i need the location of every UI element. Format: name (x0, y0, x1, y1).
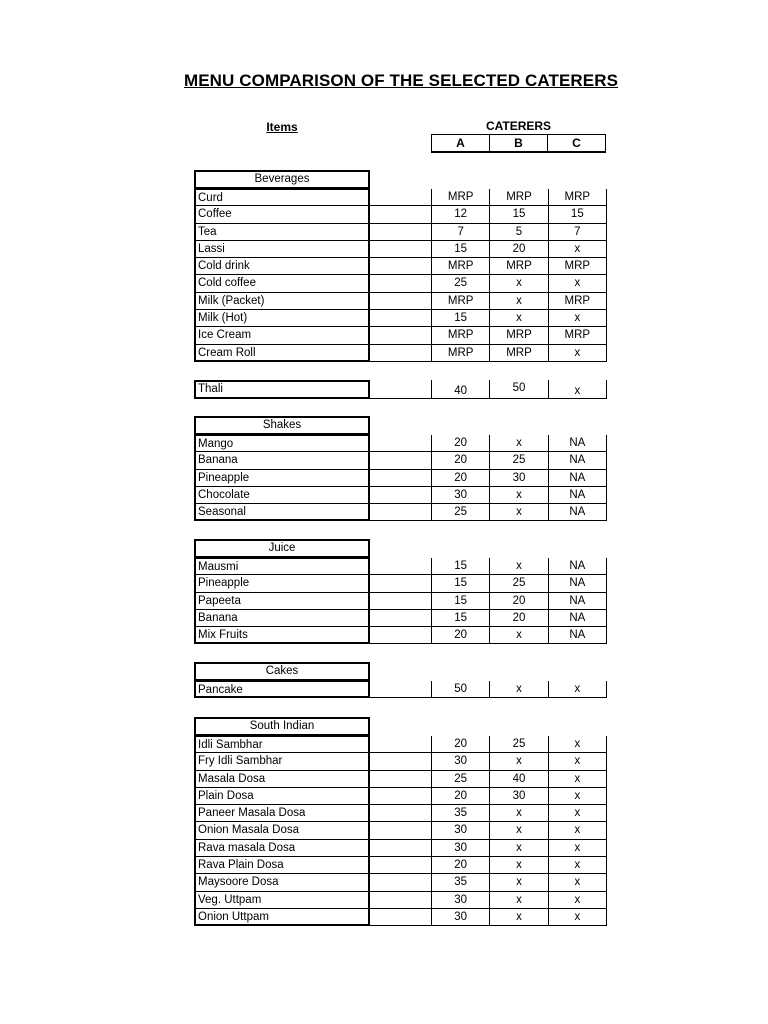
item-name: Chocolate (194, 487, 370, 504)
table-row (194, 558, 607, 575)
price-c: NA (548, 558, 606, 574)
table-row (194, 224, 607, 241)
price-cells (431, 435, 607, 452)
row-spacer (370, 840, 431, 857)
item-name: Curd (194, 189, 370, 206)
table-row (194, 771, 607, 788)
price-cells (431, 593, 607, 610)
price-cells (431, 452, 607, 469)
price-b: x (489, 753, 547, 769)
table-row (194, 452, 607, 469)
price-cells (431, 380, 607, 399)
item-name: Paneer Masala Dosa (194, 805, 370, 822)
price-a: 20 (431, 470, 489, 486)
row-spacer (370, 771, 431, 788)
price-a: 15 (431, 575, 489, 591)
item-name: Seasonal (194, 504, 370, 521)
price-cells (431, 275, 607, 292)
table-row (194, 753, 607, 770)
table-row (194, 206, 607, 223)
item-name: Masala Dosa (194, 771, 370, 788)
row-spacer (370, 593, 431, 610)
price-a: 35 (431, 805, 489, 821)
price-a: 15 (431, 241, 489, 257)
item-name: Onion Masala Dosa (194, 822, 370, 839)
caterer-b-header: B (489, 135, 547, 151)
item-name: Milk (Hot) (194, 310, 370, 327)
price-b: 30 (489, 788, 547, 804)
price-b: x (489, 558, 547, 574)
item-name: Ice Cream (194, 327, 370, 344)
item-name: Cold coffee (194, 275, 370, 292)
price-cells (431, 293, 607, 310)
price-c: NA (548, 487, 606, 503)
price-a: 30 (431, 487, 489, 503)
price-c: MRP (548, 189, 606, 205)
price-a: 50 (431, 681, 489, 697)
price-cells (431, 241, 607, 258)
price-cells (431, 840, 607, 857)
row-spacer (370, 892, 431, 909)
row-spacer (370, 224, 431, 241)
row-spacer (370, 822, 431, 839)
price-b: x (489, 822, 547, 838)
price-b: 15 (489, 206, 547, 222)
table-row (194, 627, 607, 644)
price-a: MRP (431, 293, 489, 309)
price-cells (431, 327, 607, 344)
price-a: 12 (431, 206, 489, 222)
price-b: x (489, 681, 547, 697)
table-row (194, 293, 607, 310)
price-c: x (548, 840, 606, 856)
price-a: 35 (431, 874, 489, 890)
item-name: Banana (194, 452, 370, 469)
table-row (194, 435, 607, 452)
price-a: 15 (431, 593, 489, 609)
price-c: MRP (548, 258, 606, 274)
price-cells (431, 224, 607, 241)
price-c: x (548, 310, 606, 326)
row-spacer (370, 206, 431, 223)
price-c: x (548, 753, 606, 769)
table-row (194, 857, 607, 874)
row-spacer (370, 310, 431, 327)
price-cells (431, 822, 607, 839)
price-cells (431, 504, 607, 521)
item-name: Banana (194, 610, 370, 627)
item-name: Lassi (194, 241, 370, 258)
table-row (194, 681, 607, 698)
price-a: 30 (431, 753, 489, 769)
price-a: 7 (431, 224, 489, 240)
row-spacer (370, 736, 431, 753)
price-c: x (548, 909, 606, 925)
price-cells (431, 575, 607, 592)
caterer-c-header: C (547, 135, 605, 151)
table-row (194, 345, 607, 362)
price-b: 25 (489, 575, 547, 591)
price-b: x (489, 435, 547, 451)
item-name: Tea (194, 224, 370, 241)
price-c: x (548, 805, 606, 821)
price-c: x (548, 681, 606, 697)
table-row (194, 788, 607, 805)
price-c: NA (548, 504, 606, 520)
price-c: x (548, 771, 606, 787)
price-a: 25 (431, 275, 489, 291)
price-cells (431, 874, 607, 891)
price-c: MRP (548, 327, 606, 343)
price-a: 15 (431, 610, 489, 626)
price-b: x (489, 840, 547, 856)
price-c: NA (548, 435, 606, 451)
price-b: 25 (489, 452, 547, 468)
table-row (194, 909, 607, 926)
price-a: 20 (431, 435, 489, 451)
table-row (194, 840, 607, 857)
price-a: 15 (431, 310, 489, 326)
caterer-columns-header (431, 134, 606, 153)
item-name: Fry Idli Sambhar (194, 753, 370, 770)
price-c: x (548, 380, 606, 398)
price-b: x (489, 310, 547, 326)
item-name: Cream Roll (194, 345, 370, 362)
item-name: Maysoore Dosa (194, 874, 370, 891)
row-spacer (370, 380, 431, 399)
row-spacer (370, 857, 431, 874)
item-name: Rava Plain Dosa (194, 857, 370, 874)
row-spacer (370, 327, 431, 344)
price-b: 40 (489, 771, 547, 787)
row-spacer (370, 575, 431, 592)
price-b: 5 (489, 224, 547, 240)
price-a: MRP (431, 258, 489, 274)
section-shakes (194, 416, 607, 521)
table-row (194, 504, 607, 521)
row-spacer (370, 275, 431, 292)
price-a: MRP (431, 189, 489, 205)
item-name: Pancake (194, 681, 370, 698)
row-spacer (370, 805, 431, 822)
price-c: x (548, 241, 606, 257)
price-a: MRP (431, 327, 489, 343)
table-row (194, 470, 607, 487)
section-cakes (194, 662, 607, 698)
price-a: 30 (431, 840, 489, 856)
price-a: 25 (431, 771, 489, 787)
row-spacer (370, 909, 431, 926)
price-b: 25 (489, 736, 547, 752)
table-row (194, 327, 607, 344)
row-spacer (370, 558, 431, 575)
items-header: Items (266, 120, 298, 134)
section-south-indian (194, 717, 607, 926)
price-a: 15 (431, 558, 489, 574)
price-c: x (548, 874, 606, 890)
row-spacer (370, 487, 431, 504)
page-title: MENU COMPARISON OF THE SELECTED CATERERS (183, 71, 619, 90)
table-row (194, 380, 607, 399)
row-spacer (370, 504, 431, 521)
row-spacer (370, 610, 431, 627)
price-b: x (489, 504, 547, 520)
row-spacer (370, 753, 431, 770)
price-c: MRP (548, 293, 606, 309)
price-a: 30 (431, 892, 489, 908)
table-row (194, 822, 607, 839)
price-cells (431, 909, 607, 926)
item-name: Coffee (194, 206, 370, 223)
price-c: x (548, 857, 606, 873)
price-cells (431, 206, 607, 223)
item-name: Mausmi (194, 558, 370, 575)
price-cells (431, 345, 607, 362)
section-heading: South Indian (194, 717, 370, 736)
price-b: MRP (489, 258, 547, 274)
price-a: 30 (431, 909, 489, 925)
price-cells (431, 558, 607, 575)
table-row (194, 805, 607, 822)
price-b: x (489, 627, 547, 643)
price-c: NA (548, 627, 606, 643)
row-spacer (370, 345, 431, 362)
price-b: x (489, 805, 547, 821)
table-row (194, 892, 607, 909)
price-cells (431, 892, 607, 909)
price-b: 50 (489, 380, 547, 398)
price-cells (431, 736, 607, 753)
price-b: MRP (489, 189, 547, 205)
price-b: x (489, 857, 547, 873)
table-row (194, 874, 607, 891)
price-cells (431, 487, 607, 504)
row-spacer (370, 452, 431, 469)
price-b: 20 (489, 593, 547, 609)
price-b: x (489, 892, 547, 908)
row-spacer (370, 627, 431, 644)
price-c: x (548, 892, 606, 908)
price-cells (431, 753, 607, 770)
caterer-a-header: A (456, 136, 465, 150)
price-cells (431, 610, 607, 627)
item-name: Idli Sambhar (194, 736, 370, 753)
price-a: 20 (431, 736, 489, 752)
price-cells (431, 681, 607, 698)
row-spacer (370, 435, 431, 452)
price-c: NA (548, 470, 606, 486)
row-spacer (370, 788, 431, 805)
price-c: 15 (548, 206, 606, 222)
price-a: 25 (431, 504, 489, 520)
price-cells (431, 788, 607, 805)
table-row (194, 310, 607, 327)
section-heading: Beverages (194, 170, 370, 189)
price-c: 7 (548, 224, 606, 240)
price-b: MRP (489, 327, 547, 343)
price-b: 30 (489, 470, 547, 486)
price-b: x (489, 293, 547, 309)
item-name: Onion Uttpam (194, 909, 370, 926)
price-cells (431, 189, 607, 206)
table-row (194, 189, 607, 206)
item-name: Milk (Packet) (194, 293, 370, 310)
price-c: NA (548, 575, 606, 591)
price-c: x (548, 822, 606, 838)
price-cells (431, 805, 607, 822)
row-spacer (370, 293, 431, 310)
price-cells (431, 771, 607, 788)
section-thali (194, 380, 607, 399)
item-name: Rava masala Dosa (194, 840, 370, 857)
price-b: x (489, 275, 547, 291)
item-name: Pineapple (194, 470, 370, 487)
price-c: x (548, 736, 606, 752)
section-juice (194, 539, 607, 644)
table-row (194, 736, 607, 753)
item-name: Plain Dosa (194, 788, 370, 805)
price-b: x (489, 487, 547, 503)
item-name: Veg. Uttpam (194, 892, 370, 909)
section-heading: Shakes (194, 416, 370, 435)
price-c: NA (548, 593, 606, 609)
row-spacer (370, 241, 431, 258)
price-cells (431, 470, 607, 487)
item-name: Thali (194, 380, 370, 399)
item-name: Cold drink (194, 258, 370, 275)
price-a: 20 (431, 788, 489, 804)
price-c: x (548, 275, 606, 291)
section-heading: Cakes (194, 662, 370, 681)
price-b: 20 (489, 610, 547, 626)
section-heading: Juice (194, 539, 370, 558)
row-spacer (370, 258, 431, 275)
price-a: 40 (431, 380, 489, 398)
price-c: NA (548, 610, 606, 626)
price-c: x (548, 345, 606, 361)
price-cells (431, 310, 607, 327)
item-name: Papeeta (194, 593, 370, 610)
price-a: 20 (431, 857, 489, 873)
table-row (194, 487, 607, 504)
table-row (194, 275, 607, 292)
row-spacer (370, 189, 431, 206)
price-b: x (489, 909, 547, 925)
table-row (194, 241, 607, 258)
price-b: x (489, 874, 547, 890)
caterers-header: CATERERS (485, 119, 552, 133)
price-b: MRP (489, 345, 547, 361)
price-cells (431, 627, 607, 644)
row-spacer (370, 874, 431, 891)
price-c: x (548, 788, 606, 804)
price-cells (431, 857, 607, 874)
price-a: 20 (431, 627, 489, 643)
table-row (194, 593, 607, 610)
table-row (194, 258, 607, 275)
price-a: 30 (431, 822, 489, 838)
price-a: MRP (431, 345, 489, 361)
table-row (194, 610, 607, 627)
price-a: 20 (431, 452, 489, 468)
row-spacer (370, 681, 431, 698)
price-cells (431, 258, 607, 275)
item-name: Mango (194, 435, 370, 452)
table-row (194, 575, 607, 592)
price-c: NA (548, 452, 606, 468)
item-name: Pineapple (194, 575, 370, 592)
section-beverages (194, 170, 607, 362)
row-spacer (370, 470, 431, 487)
item-name: Mix Fruits (194, 627, 370, 644)
price-b: 20 (489, 241, 547, 257)
